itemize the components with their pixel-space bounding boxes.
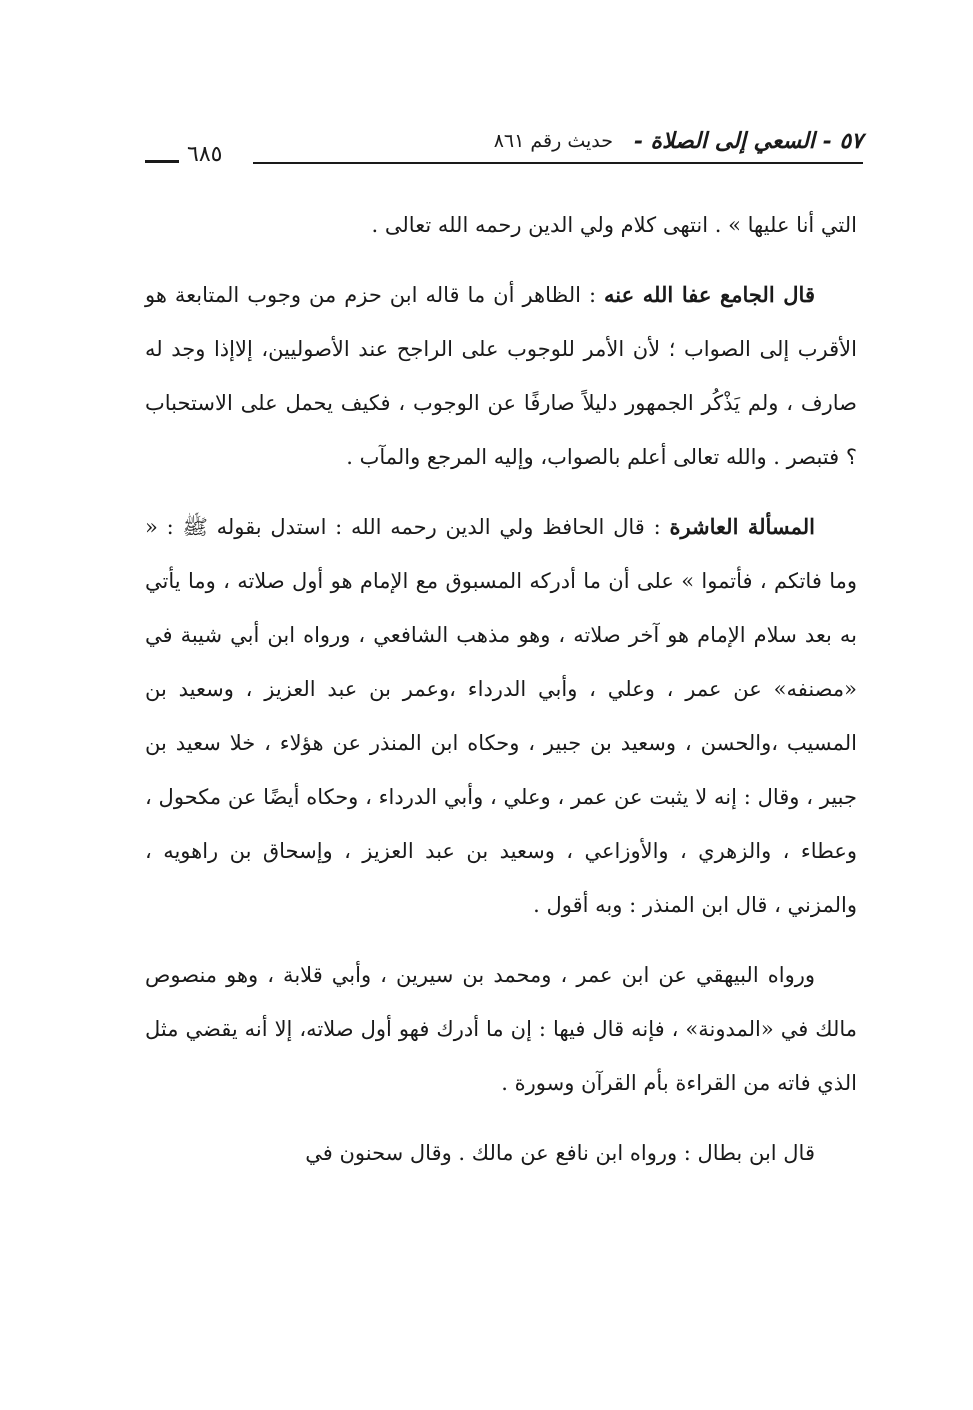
header-rule xyxy=(253,162,863,164)
paragraph-2-lead: قال الجامع عفا الله عنه xyxy=(604,282,815,307)
paragraph-1: التي أنا عليها » . انتهى كلام ولي الدين رحمه الله تعالى . xyxy=(371,213,857,237)
paragraph-3-lead: المسألة العاشرة xyxy=(669,514,815,539)
page-number: ٦٨٥ xyxy=(187,142,223,167)
paragraph-2 xyxy=(145,268,857,484)
page-header xyxy=(145,124,863,174)
paragraph-3 xyxy=(145,500,857,932)
paragraph-5: قال ابن بطال : ورواه ابن نافع عن مالك . وقال سحنون في xyxy=(305,1141,815,1165)
paragraph-2-text: : الظاهر أن ما قاله ابن حزم من وجوب المتابعة هو الأقرب إلى الصواب ؛ لأن الأمر للوجوب على الراجح عند الأصوليين، إلاإذا وجد له صارف ، ولم يَذْكُر الجمهور دليلاً صارفًا عن الوجوب ، فكيف يحمل على الاستحباب ؟ فتبصر . والله تعالى أعلم بالصواب، وإليه المرجع والمآب . xyxy=(145,283,858,469)
paragraph-3-text: : قال الحافظ ولي الدين رحمه الله : استدل بقوله ﷺ : « وما فاتكم ، فأتموا » على أن ما أدركه المسبوق مع الإمام هو أول صلاته ، وما يأتي به بعد سلام الإمام هو آخر صلاته ، وهو مذهب الشافعي ، ورواه ابن أبي شيبة في «مصنفه» عن عمر ، وعلي ، وأبي الدرداء ،وعمر بن عبد العزيز ، وسعيد بن المسيب ،والحسن ، وسعيد بن جبير ، وحكاه ابن المنذر عن هؤلاء ، خلا سعيد بن جبير ، وقال : إنه لا يثبت عن عمر ، وعلي ، وأبي الدرداء ، وحكاه أيضًا عن مكحول ، وعطاء ، والزهري ، والأوزاعي ، وسعيد بن عبد العزيز ، وإسحاق بن راهويه ، والمزني ، قال ابن المنذر : وبه أقول . xyxy=(145,515,857,917)
body-text xyxy=(145,198,857,1196)
paragraph-4: ورواه البيهقي عن ابن عمر ، ومحمد بن سيرين ، وأبي قلابة ، وهو منصوص مالك في «المدونة» ، فإنه قال فيها : إن ما أدرك فهو أول صلاته، إلا أنه يقضي مثل الذي فاته من القراءة بأم القرآن وسورة . xyxy=(145,963,857,1095)
page-number-dash xyxy=(145,160,179,163)
hadith-reference: حديث رقم ٨٦١ xyxy=(493,130,613,152)
chapter-title: ٥٧ - السعي إلى الصلاة - xyxy=(633,128,863,154)
